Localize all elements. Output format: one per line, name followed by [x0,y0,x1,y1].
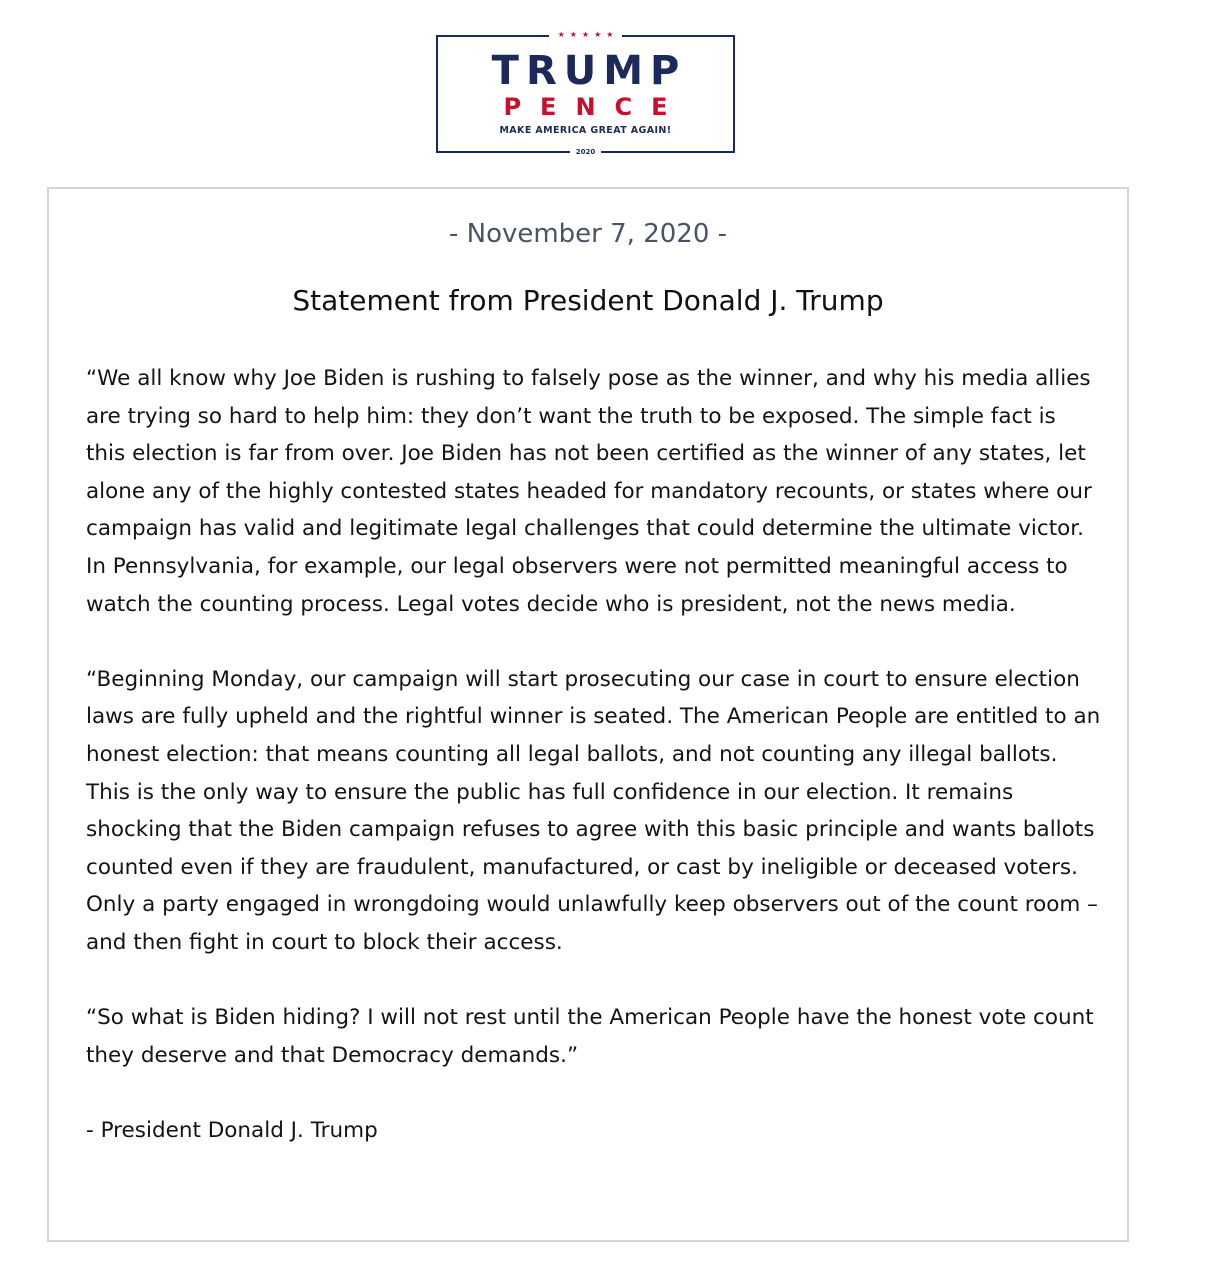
logo-trump-text: TRUMP [491,48,687,94]
statement-title: Statement from President Donald J. Trump [292,284,884,317]
logo-tagline: MAKE AMERICA GREAT AGAIN! [499,125,672,136]
statement-paragraph-3: “So what is Biden hiding? I will not rest until the American People have the honest vote count they deserve and that Democracy demands.” [86,1005,1094,1068]
statement-card [47,187,1129,1242]
statement-paragraph-2: “Beginning Monday, our campaign will start prosecuting our case in court to ensure election laws are fully upheld and the rightful winner is seated. The American People are entitled to an honest election: that means counting all legal ballots, and not counting any illegal ballots. This is the only way to ensure the public has full confidence in our election. It remains shocking that the Biden campaign refuses to agree with this basic principle and wants ballots counted even if they are fraudulent, manufactured, or cast by ineligible or deceased voters. Only a party engaged in wrongdoing would unlawfully keep observers out of the count room – and then fight in court to block their access. [86,666,1101,955]
statement-paragraph-1: “We all know why Joe Biden is rushing to falsely pose as the winner, and why his media allies are trying so hard to help him: they don’t want the truth to be exposed. The simple fact is this election is far from over. Joe Biden has not been certified as the winner of any states, let alone any of the highly contested states headed for mandatory recounts, or states where our campaign has valid and legitimate legal challenges that could determine the ultimate victor. In Pennsylvania, for example, our legal observers were not permitted meaningful access to watch the counting process. Legal votes decide who is president, not the news media. [86,366,1092,617]
statement-body [86,360,1101,1187]
logo-stars: ★★★★★ [438,28,733,42]
campaign-logo [436,30,735,156]
logo-pence-text: PENCE [503,93,687,121]
logo-year: 2020 [438,146,733,158]
statement-date: - November 7, 2020 - [448,219,728,249]
statement-signature: - President Donald J. Trump [86,1117,378,1143]
